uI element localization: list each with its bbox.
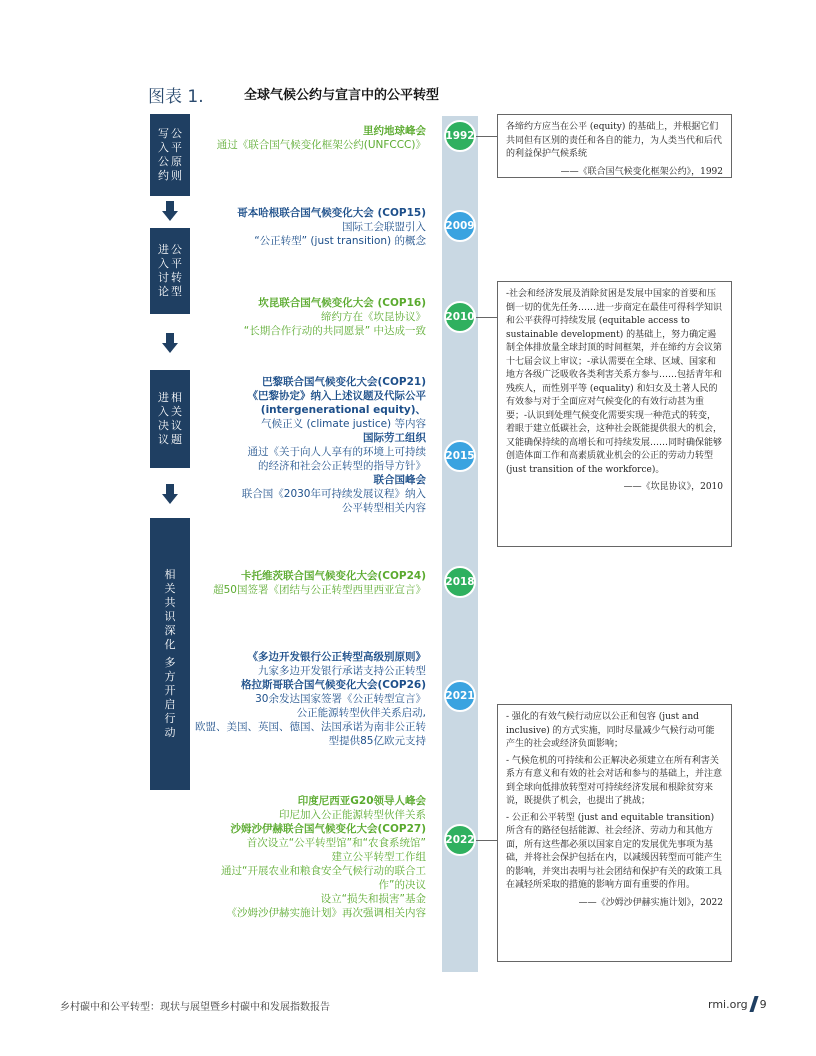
- stage-1-col-b: 公 平 原 则: [171, 127, 182, 182]
- figure-label: 图表 1.: [148, 87, 204, 107]
- event-text: 作”的决议: [378, 879, 426, 891]
- event-title: 坎昆联合国气候变化大会 (COP16): [258, 297, 426, 309]
- quote-source: ——《坎昆协议》，2010: [623, 482, 723, 492]
- year-marker-2018: 2018: [444, 566, 476, 598]
- event-title: 格拉斯哥联合国气候变化大会(COP26): [240, 679, 426, 691]
- year-marker-2010: 2010: [444, 301, 476, 333]
- year-marker-2021: 2021: [444, 680, 476, 712]
- event-2010: [186, 296, 426, 338]
- slash-icon: [749, 996, 758, 1012]
- event-2018: [186, 569, 426, 597]
- quote-paragraph: - 强化的有效气候行动应以公正和包容 (just and inclusive) 的方式实施，同时尽量减少气候行动可能产生的社会或经济负面影响；: [506, 712, 715, 749]
- event-text: 印尼加入公正能源转型伙伴关系: [279, 809, 426, 821]
- event-text: 30余发达国家签署《公正转型宣言》: [255, 693, 426, 705]
- stage-block-4: [150, 518, 190, 790]
- year-marker-2009: 2009: [444, 210, 476, 242]
- stage-block-1: [150, 114, 190, 196]
- quote-box-2022: [497, 704, 732, 962]
- event-subtitle: 国际劳工组织: [363, 432, 426, 444]
- event-text: 设立“损失和损害”基金: [320, 893, 426, 905]
- event-title: 巴黎联合国气候变化大会(COP21): [261, 376, 426, 388]
- figure-title: 全球气候公约与宣言中的公平转型: [244, 88, 440, 103]
- quote-paragraph: - 气候危机的可持续和公正解决必须建立在所有利害关系方有意义和有效的社会对话和参与的基础上，并注意到全球向低排放转型对可持续经济发展和根除贫穷来说，既提供了机会，也提出了挑战；: [506, 755, 723, 806]
- event-text: 欧盟、美国、英国、德国、法国承诺为南非公正转: [195, 721, 426, 733]
- event-subtitle: 联合国峰会: [373, 474, 426, 486]
- quote-source: ——《联合国气候变化框架公约》，1992: [560, 166, 723, 177]
- event-title: 沙姆沙伊赫联合国气候变化大会(COP27): [230, 823, 426, 835]
- event-text: 首次设立“公平转型馆”和“农食系统馆”: [246, 837, 426, 849]
- quote-box-1992: [497, 114, 732, 178]
- event-2022: [186, 794, 426, 920]
- footer-site: rmi.org: [708, 997, 748, 1011]
- event-1992: [186, 124, 426, 152]
- event-text: 《巴黎协定》纳入上述议题及代际公平: [247, 390, 426, 402]
- event-text: “公正转型” (just transition) 的概念: [254, 235, 426, 247]
- quote-box-2010: [497, 281, 732, 547]
- event-title: 《多边开发银行公正转型高级别原则》: [247, 651, 426, 663]
- event-text: 《沙姆沙伊赫实施计划》再次强调相关内容: [226, 907, 426, 919]
- stage-4-col: 相 关 共 识 深 化 多 方 开 启 行 动: [164, 568, 176, 739]
- event-title: 印度尼西亚G20领导人峰会: [297, 795, 426, 807]
- event-text: “长期合作行动的共同愿景” 中达成一致: [243, 325, 426, 337]
- year-marker-1992: 1992: [444, 120, 476, 152]
- quote-text: -社会和经济发展及消除贫困是发展中国家的首要和压倒一切的优先任务……进一步商定在最佳可得科学知识和公平获得可持续发展 (equitable access to sustainable development) 的基础上，努力确定遏制全体排放量全球封顶的时间框架，并在缔约方会议第十七届会议上审议；-承认需要在全球、区域、国家和地方各级广泛吸收各类利害关系方参与……包括青年和残疾人，而性别平等 (equality) 和妇女及土著人民的有效参与对于全面应对气候变化的有效行动甚为重要；-认识到处理气候变化需要实现一种范式的转变，着眼于建立低碳社会，这种社会既能提供很大的机会，又能确保持续的高增长和可持续发展……同时确保能够创造体面工作和高素质就业机会的公正的劳动力转型 (just transition of the workforce)。: [506, 289, 723, 475]
- event-text: 通过“开展农业和粮食安全气候行动的联合工: [221, 865, 426, 877]
- event-text: 九家多边开发银行承诺支持公正转型: [258, 665, 426, 677]
- stage-block-2: [150, 228, 190, 314]
- event-title: 里约地球峰会: [363, 125, 426, 137]
- event-text: 国际工会联盟引入: [342, 221, 426, 233]
- quote-source: ——《沙姆沙伊赫实施计划》，2022: [578, 897, 723, 908]
- event-text: 公平转型相关内容: [342, 502, 426, 514]
- down-arrow-icon: [162, 201, 178, 223]
- down-arrow-icon: [162, 484, 178, 506]
- event-2009: [186, 206, 426, 248]
- event-2015: [186, 375, 426, 515]
- stage-1-col-a: 写 入 公 约: [158, 127, 169, 182]
- footer-report-title: 乡村碳中和公平转型：现状与展望暨乡村碳中和发展指数报告: [60, 1002, 330, 1013]
- quote-paragraph: - 公正和公平转型 (just and equitable transition) 所含有的路径包括能源、社会经济、劳动力和其他方面，所有这些都必须以国家自定的发展优先事项为基础，并将社会保护包括在内，以减缓因转型而可能产生的影响，并突出表明与社会团结和保护有关的政策工具在减轻所采取的措施的影响方面有重要的作用。: [506, 812, 723, 890]
- connector-line: [476, 840, 497, 841]
- event-text: 公正能源转型伙伴关系启动,: [296, 707, 426, 719]
- event-title: 哥本哈根联合国气候变化大会 (COP15): [237, 207, 426, 219]
- stage-2-col-b: 公 平 转 型: [171, 243, 182, 298]
- event-title: 卡托维茨联合国气候变化大会(COP24): [240, 570, 426, 582]
- page-number: 9: [759, 997, 767, 1011]
- event-text: 通过《关于向人人享有的环境上可持续: [247, 446, 426, 458]
- event-text: 通过《联合国气候变化框架公约(UNFCCC)》: [216, 139, 426, 151]
- quote-text: 各缔约方应当在公平 (equity) 的基础上，并根据它们共同但有区别的责任和各自的能力，为人类当代和后代的利益保护气候系统: [506, 122, 723, 159]
- footer-page-info: [708, 996, 767, 1012]
- year-marker-2015: 2015: [444, 440, 476, 472]
- stage-3-col-b: 相 关 议 题: [171, 391, 182, 446]
- stage-2-col-a: 进 入 讨 论: [158, 243, 169, 298]
- event-text: (intergenerational equity)、: [260, 404, 426, 416]
- down-arrow-icon: [162, 333, 178, 355]
- event-text: 联合国《2030年可持续发展议程》纳入: [241, 488, 426, 500]
- event-text: 缔约方在《坎昆协议》: [321, 311, 426, 323]
- event-text: 的经济和社会公正转型的指导方针》: [258, 460, 426, 472]
- connector-line: [476, 317, 497, 318]
- event-text: 气候正义 (climate justice) 等内容: [261, 418, 426, 430]
- event-text: 超50国签署《团结与公正转型西里西亚宣言》: [213, 584, 426, 596]
- year-marker-2022: 2022: [444, 824, 476, 856]
- connector-line: [476, 136, 497, 137]
- stage-block-3: [150, 370, 190, 468]
- event-text: 建立公平转型工作组: [331, 851, 426, 863]
- event-2021: [186, 650, 426, 748]
- stage-3-col-a: 进 入 决 议: [158, 391, 169, 446]
- event-text: 型提供85亿欧元支持: [328, 735, 426, 747]
